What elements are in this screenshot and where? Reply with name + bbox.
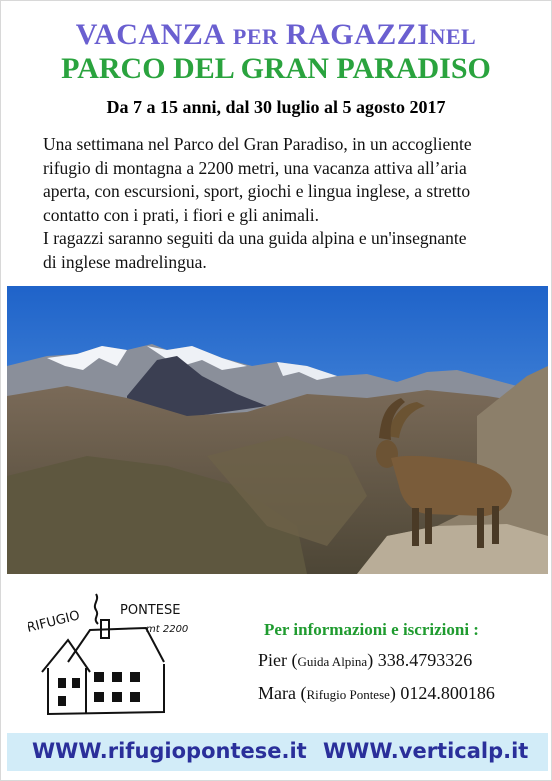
- description-line: I ragazzi saranno seguiti da una guida alpina e un'insegnante: [43, 228, 467, 248]
- contact-role: Guida Alpina: [297, 654, 368, 669]
- description-line: di inglese madrelingua.: [43, 251, 207, 272]
- contact-phone: 0124.800186: [400, 683, 495, 703]
- dates-line: Da 7 a 15 anni, dal 30 luglio al 5 agosto 2017: [106, 97, 446, 117]
- title-word-per: PER: [232, 24, 279, 49]
- website-link-verticalp[interactable]: WWW.verticalp.it: [323, 739, 529, 763]
- logo-altitude: mt 2200: [146, 624, 189, 635]
- description-paragraph: [43, 133, 523, 274]
- rifugio-pontese-logo: [28, 588, 228, 716]
- title-line: [0, 18, 552, 52]
- website-link-rifugiopontese[interactable]: WWW.rifugiopontese.it: [32, 739, 307, 763]
- contact-role: Rifugio Pontese: [306, 687, 390, 702]
- title-word-ragazzi: RAGAZZI: [285, 18, 430, 51]
- description-line: rifugio di montagna a 2200 metri, una vacanza attiva all’aria: [43, 157, 467, 178]
- contact-pier: Pier (Guida Alpina) 338.4793326: [258, 650, 473, 670]
- subtitle: PARCO DEL GRAN PARADISO: [61, 52, 491, 85]
- description-line: aperta, con escursioni, sport, giochi e lingua inglese, a stretto: [43, 181, 471, 201]
- ibex-mountain-photo: [7, 286, 548, 574]
- info-heading: Per informazioni e iscrizioni :: [264, 620, 479, 639]
- title-word-vacanza: VACANZA: [75, 18, 226, 51]
- description-line: contatto con i prati, i fiori e gli animali.: [43, 204, 320, 225]
- contact-mara: Mara (Rifugio Pontese) 0124.800186: [258, 683, 495, 703]
- contact-name: Pier: [258, 650, 287, 670]
- contact-name: Mara: [258, 683, 296, 703]
- logo-word-pontese: PONTESE: [120, 603, 181, 618]
- logo-word-rifugio: RIFUGIO: [28, 608, 82, 636]
- contact-phone: 338.4793326: [377, 650, 473, 670]
- title-word-nel: NEL: [429, 24, 477, 49]
- description-line: Una settimana nel Parco del Gran Paradiso, in un accogliente: [43, 134, 472, 154]
